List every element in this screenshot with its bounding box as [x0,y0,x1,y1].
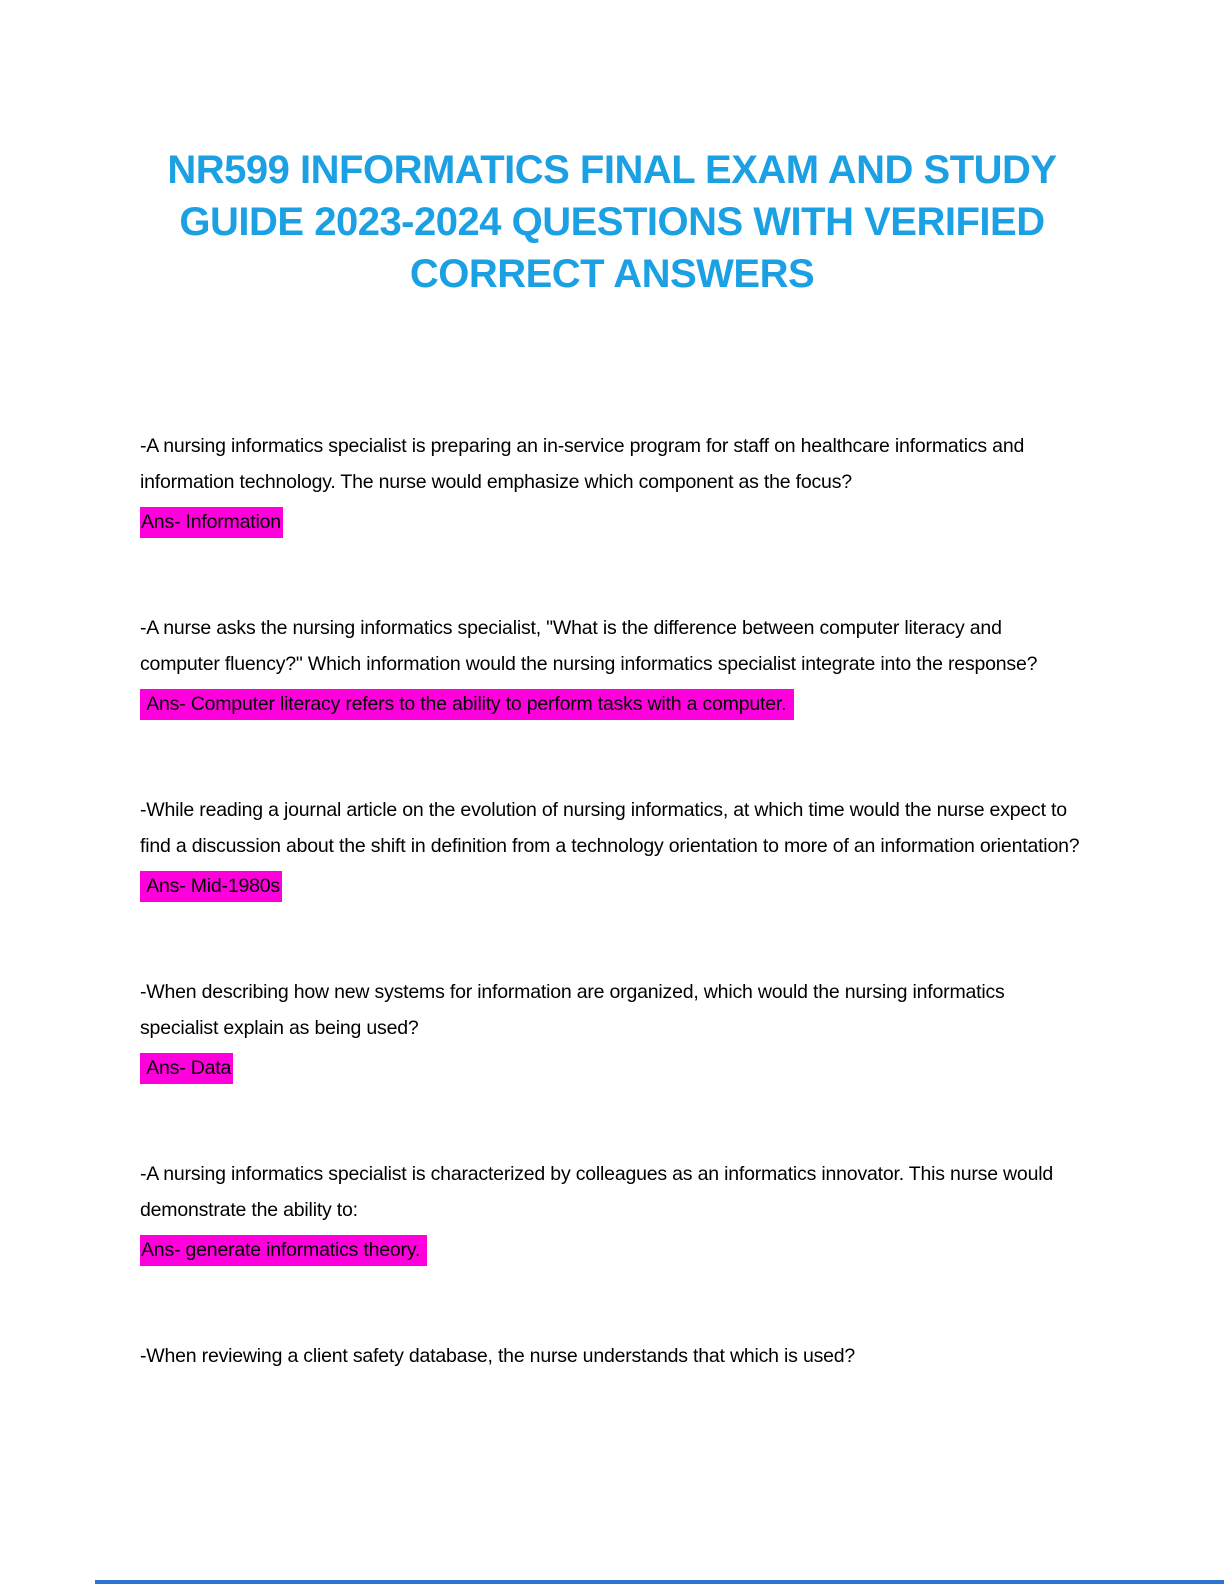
question-text: -A nurse asks the nursing informatics specialist, "What is the difference between computer literacy and computer fluency?" Which information would the nursing informatics specialist integrate into the response? [140,617,1038,675]
answer-line [140,868,1084,904]
answer-line [140,1050,1084,1086]
qa-item [140,428,1084,540]
page-title-line-3: CORRECT ANSWERS [409,252,815,296]
question-text: -While reading a journal article on the evolution of nursing informatics, at which time would the nurse expect to find a discussion about the shift in definition from a technology orientation to more of an information orientation? [140,799,1080,857]
answer-highlight: Ans- Data [140,1053,233,1084]
page-title-line-2: GUIDE 2023-2024 QUESTIONS WITH VERIFIED [179,200,1045,244]
qa-item [140,1338,1084,1374]
answer-highlight: Ans- Information [140,507,283,538]
page-bottom-rule [95,1580,1224,1584]
answer-highlight: Ans- generate informatics theory. [140,1235,427,1266]
answer-highlight: Ans- Mid-1980s [140,871,282,902]
answer-line [140,686,1084,722]
question-text: -When reviewing a client safety database, the nurse understands that which is used? [140,1345,856,1367]
page-title-line-1: NR599 INFORMATICS FINAL EXAM AND STUDY [167,148,1057,192]
qa-item [140,792,1084,904]
qa-item [140,610,1084,722]
question-text: -A nursing informatics specialist is preparing an in-service program for staff on healthcare informatics and information technology. The nurse would emphasize which component as the focus? [140,435,1025,493]
answer-line [140,504,1084,540]
page-title [140,144,1084,300]
qa-item [140,974,1084,1086]
question-text: -A nursing informatics specialist is characterized by colleagues as an informatics innovator. This nurse would demonstrate the ability to: [140,1163,1054,1221]
qa-item [140,1156,1084,1268]
answer-highlight: Ans- Computer literacy refers to the ability to perform tasks with a computer. [140,689,794,720]
answer-line [140,1232,1084,1268]
question-text: -When describing how new systems for information are organized, which would the nursing informatics specialist explain as being used? [140,981,1005,1039]
